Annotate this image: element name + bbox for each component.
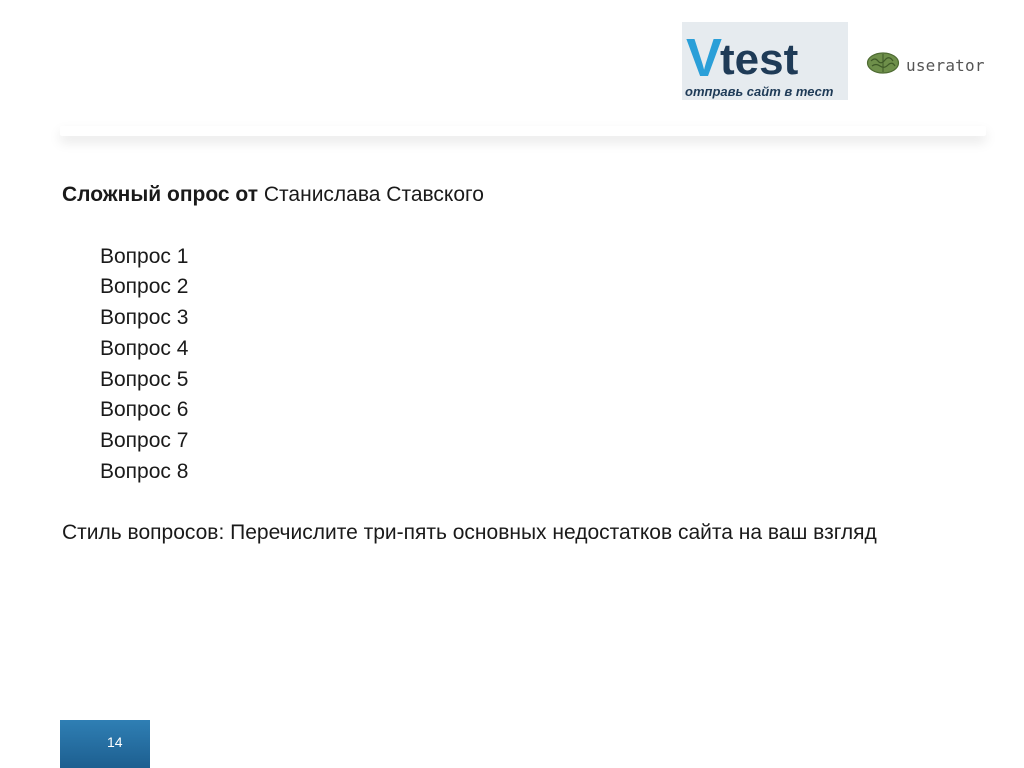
slide-content bbox=[62, 180, 992, 549]
question-item: Вопрос 4 bbox=[100, 336, 189, 360]
header-divider bbox=[60, 126, 986, 136]
brain-icon bbox=[866, 51, 900, 80]
userator-logo-text: userator bbox=[906, 55, 985, 75]
question-item: Вопрос 6 bbox=[100, 398, 189, 422]
slide-title-bold: Сложный опрос от bbox=[62, 183, 259, 206]
question-item: Вопрос 1 bbox=[100, 244, 189, 268]
page-number-badge bbox=[60, 720, 150, 768]
userator-logo bbox=[866, 52, 985, 78]
question-item: Вопрос 8 bbox=[100, 459, 189, 483]
question-list bbox=[62, 242, 992, 488]
svg-text:test: test bbox=[720, 35, 799, 84]
question-style-text: Стиль вопросов: Перечислите три-пять основных недостатков сайта на ваш взгляд bbox=[62, 521, 877, 545]
question-item: Вопрос 2 bbox=[100, 275, 189, 299]
svg-text:V: V bbox=[686, 28, 723, 88]
svg-text:отправь сайт в тест: отправь сайт в тест bbox=[685, 84, 834, 99]
question-item: Вопрос 7 bbox=[100, 428, 189, 452]
question-item: Вопрос 5 bbox=[100, 367, 189, 391]
page-number: 14 bbox=[107, 734, 123, 750]
slide-title-author: Станислава Ставского bbox=[258, 183, 484, 206]
question-item: Вопрос 3 bbox=[100, 306, 189, 330]
slide-title bbox=[62, 180, 992, 211]
vtest-logo bbox=[682, 22, 848, 100]
